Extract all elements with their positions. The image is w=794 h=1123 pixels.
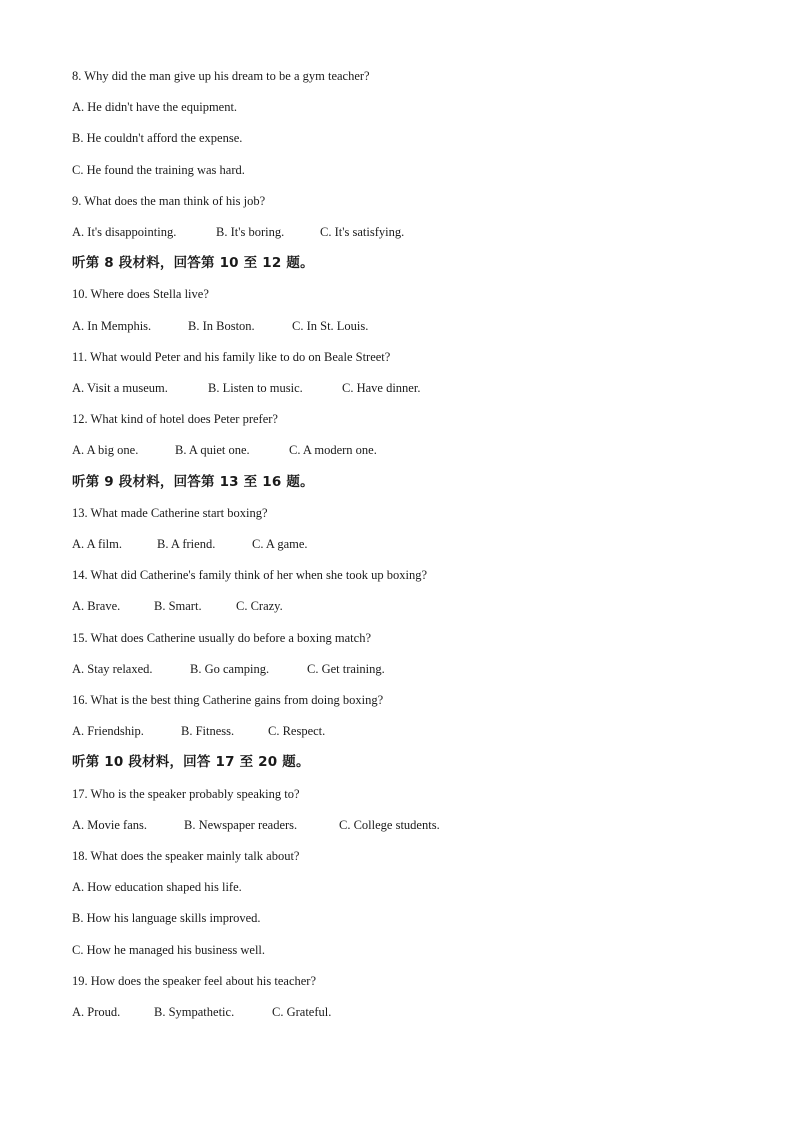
answer-option: C. Crazy. xyxy=(236,599,283,614)
answer-option: B. Sympathetic. xyxy=(154,1005,235,1019)
question-text: 19. How does the speaker feel about his teacher? xyxy=(72,973,317,988)
answer-option: A. He didn't have the equipment. xyxy=(72,100,238,115)
answer-option: B. Smart. xyxy=(154,599,202,614)
question-text: 16. What is the best thing Catherine gains from doing boxing? xyxy=(72,693,384,707)
answer-option: B. In Boston. xyxy=(188,318,255,333)
answer-option: A. It's disappointing. xyxy=(72,225,177,239)
answer-option: B. Listen to music. xyxy=(208,381,303,395)
answer-option: A. Visit a museum. xyxy=(72,381,168,395)
answer-option: C. Have dinner. xyxy=(342,381,421,395)
question-text: 12. What kind of hotel does Peter prefer? xyxy=(72,412,278,427)
answer-option: A. How education shaped his life. xyxy=(72,880,242,895)
answer-option: C. A game. xyxy=(252,537,308,551)
section-heading: 听第 9 段材料，回答第 13 至 16 题。 xyxy=(72,473,314,490)
question-text: 11. What would Peter and his family like to do on Beale Street? xyxy=(72,349,391,364)
answer-option: A. In Memphis. xyxy=(72,318,152,333)
answer-option: B. A friend. xyxy=(157,537,216,551)
answer-option: A. Stay relaxed. xyxy=(72,661,153,676)
question-text: 10. Where does Stella live? xyxy=(72,287,209,302)
answer-option: B. A quiet one. xyxy=(175,443,250,458)
answer-option: B. How his language skills improved. xyxy=(72,911,261,926)
answer-option: A. Brave. xyxy=(72,599,121,614)
answer-option: B. It's boring. xyxy=(216,225,285,239)
question-text: 17. Who is the speaker probably speaking to? xyxy=(72,786,300,801)
answer-option: A. Proud. xyxy=(72,1005,121,1019)
answer-option: B. He couldn't afford the expense. xyxy=(72,131,243,146)
question-text: 18. What does the speaker mainly talk about? xyxy=(72,849,300,863)
answer-option: C. Get training. xyxy=(307,661,385,676)
answer-option: B. Go camping. xyxy=(190,661,270,676)
answer-option: B. Fitness. xyxy=(181,724,235,739)
answer-option: C. College students. xyxy=(339,817,440,832)
section-heading: 听第 10 段材料，回答 17 至 20 题。 xyxy=(72,754,310,771)
answer-option: A. A big one. xyxy=(72,443,139,458)
answer-option: A. A film. xyxy=(72,537,123,551)
answer-option: C. He found the training was hard. xyxy=(72,162,245,177)
answer-option: A. Movie fans. xyxy=(72,817,147,832)
section-heading: 听第 8 段材料，回答第 10 至 12 题。 xyxy=(72,255,314,272)
answer-option: C. In St. Louis. xyxy=(292,318,369,333)
answer-option: C. Respect. xyxy=(268,724,326,739)
question-text: 9. What does the man think of his job? xyxy=(72,193,266,208)
answer-option: C. It's satisfying. xyxy=(320,225,405,239)
answer-option: C. Grateful. xyxy=(272,1005,332,1019)
answer-option: B. Newspaper readers. xyxy=(184,817,298,832)
question-text: 14. What did Catherine's family think of her when she took up boxing? xyxy=(72,568,428,583)
answer-option: C. A modern one. xyxy=(289,443,377,458)
answer-option: A. Friendship. xyxy=(72,724,144,739)
answer-option: C. How he managed his business well. xyxy=(72,942,266,957)
question-text: 15. What does Catherine usually do before a boxing match? xyxy=(72,630,371,645)
question-text: 13. What made Catherine start boxing? xyxy=(72,505,268,520)
question-text: 8. Why did the man give up his dream to be a gym teacher? xyxy=(72,69,370,83)
